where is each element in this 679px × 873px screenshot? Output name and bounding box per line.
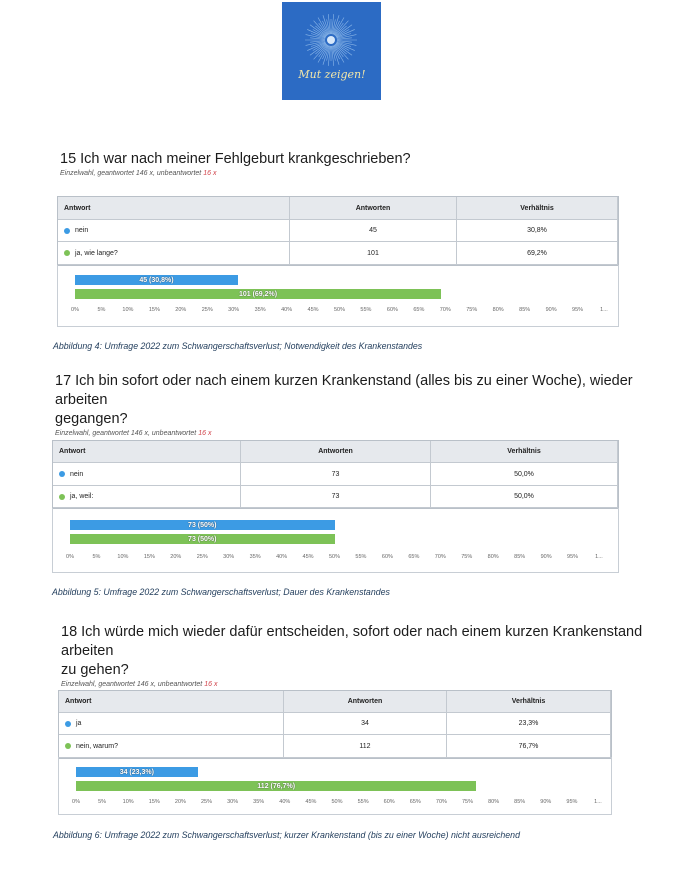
table-row-ratio: 30,8% [457,220,618,242]
col-header-ratio: Verhältnis [431,441,618,463]
question-title-cont: zu gehen? [61,662,129,678]
green-dot-icon [59,494,65,500]
tick-label: 85% [514,554,526,560]
tick-label: 40% [276,554,288,560]
bar-series-1: 34 (23,3%) [76,767,198,777]
tick-label: 25% [196,554,208,560]
table-row-count: 45 [290,220,457,242]
tick-label: 0% [66,554,74,560]
bar-series-1: 45 (30,8%) [75,275,238,285]
bar-series-2: 73 (50%) [70,534,335,544]
blue-dot-icon [64,228,70,234]
tick-label: 20% [170,554,182,560]
tick-label: 5% [97,307,106,313]
tick-label: 1... [595,554,603,560]
table-row-ratio: 50,0% [431,486,618,508]
col-header-ratio: Verhältnis [457,197,618,220]
tick-label: 50% [331,799,343,805]
logo-ray [310,44,326,56]
tick-label: 45% [302,554,314,560]
logo-text: Mut zeigen! [298,68,366,81]
tick-label: 15% [143,554,155,560]
logo-ray [336,25,352,37]
table-row-ratio: 76,7% [447,735,611,758]
tick-label: 10% [122,307,134,313]
tick-label: 55% [360,307,372,313]
green-dot-icon [65,743,71,749]
table-row-answer: nein [58,220,290,242]
tick-label: 5% [98,799,107,805]
tick-label: 90% [540,799,552,805]
tick-label: 60% [383,799,395,805]
col-header-ratio: Verhältnis [447,691,611,713]
tick-label: 60% [386,307,398,313]
question-18 [61,623,679,688]
logo-ray [310,25,326,37]
tick-label: 35% [253,799,265,805]
tick-label: 25% [201,307,213,313]
tick-label: 5% [92,554,101,560]
question-meta: Einzelwahl, geantwortet 146 x, unbeantwortet 16 x [55,430,212,437]
tick-label: 70% [434,554,446,560]
question-title-cont: gegangen? [55,411,128,427]
tick-label: 80% [488,799,500,805]
tick-label: 90% [540,554,552,560]
results-table [52,440,619,509]
tick-label: 80% [492,307,504,313]
tick-label: 25% [200,799,213,805]
tick-label: 40% [281,307,293,313]
tick-label: 55% [355,554,367,560]
bar-chart [58,757,612,815]
table-row-count: 73 [241,463,431,486]
table-row-answer: nein, warum? [59,735,284,758]
tick-label: 0% [71,307,79,313]
figure-caption: Abbildung 4: Umfrage 2022 zum Schwangerschaftsverlust; Notwendigkeit des Krankenstandes [53,341,423,351]
green-dot-icon [64,250,70,256]
tick-label: 35% [249,554,261,560]
tick-label: 15% [148,307,160,313]
table-row-ratio: 50,0% [431,463,618,486]
table-row-count: 101 [290,242,457,265]
tick-label: 95% [566,799,578,805]
col-header-responses: Antworten [290,197,457,220]
col-header-responses: Antworten [284,691,447,713]
question-meta: Einzelwahl, geantwortet 146 x, unbeantwortet 16 x [61,681,218,688]
col-header-answer: Antwort [53,441,241,463]
tick-label: 30% [228,307,240,313]
question-15 [60,150,411,177]
results-table [58,690,612,759]
table-row-answer: ja, weil: [53,486,241,508]
tick-label: 90% [545,307,557,313]
tick-label: 50% [333,307,346,313]
tick-label: 70% [435,799,447,805]
table-row-ratio: 69,2% [457,242,618,265]
tick-label: 50% [328,554,341,560]
tick-label: 45% [305,799,317,805]
question-title: 18 Ich würde mich wieder dafür entscheiden, sofort oder nach einem kurzen Krankenstand arbeiten [61,624,643,659]
tick-label: 1... [594,799,602,805]
tick-label: 85% [519,307,531,313]
col-header-responses: Antworten [241,441,431,463]
tick-label: 20% [175,307,187,313]
tick-label: 95% [572,307,584,313]
table-row-ratio: 23,3% [447,713,611,735]
tick-label: 85% [514,799,526,805]
tick-label: 1... [600,307,608,313]
tick-label: 40% [279,799,291,805]
bar-chart [57,265,619,327]
tick-label: 65% [413,307,425,313]
logo-ray [336,44,352,56]
tick-label: 0% [72,799,80,805]
table-row-answer: ja, wie lange? [58,242,290,265]
bar-series-2: 112 (76,7%) [76,781,476,791]
sunburst-icon [282,2,381,100]
tick-label: 10% [117,554,129,560]
table-row-answer: ja [59,713,284,735]
bar-series-1: 73 (50%) [70,520,335,530]
mut-zeigen-logo [282,2,381,100]
results-table [57,196,619,266]
question-meta: Einzelwahl, geantwortet 146 x, unbeantwortet 16 x [60,170,217,177]
bar-chart [52,508,619,573]
blue-dot-icon [59,471,65,477]
tick-label: 60% [381,554,393,560]
tick-label: 75% [461,554,473,560]
question-17 [55,372,679,437]
tick-label: 65% [409,799,421,805]
col-header-answer: Antwort [59,691,284,713]
tick-label: 45% [307,307,319,313]
table-row-count: 34 [284,713,447,735]
tick-label: 75% [466,307,478,313]
tick-label: 80% [487,554,499,560]
tick-label: 70% [439,307,451,313]
col-header-answer: Antwort [58,197,290,220]
blue-dot-icon [65,721,71,727]
table-row-count: 112 [284,735,447,758]
figure-caption: Abbildung 6: Umfrage 2022 zum Schwangerschaftsverlust; kurzer Krankenstand (bis zu einer Woche) nicht ausreichend [53,830,520,840]
question-title: 17 Ich bin sofort oder nach einem kurzen Krankenstand (alles bis zu einer Woche), wieder arbeiten [55,373,633,408]
tick-label: 30% [227,799,239,805]
tick-label: 30% [223,554,235,560]
table-row-answer: nein [53,463,241,486]
bar-series-2: 101 (69,2%) [75,289,441,299]
tick-label: 65% [408,554,420,560]
question-title: 15 Ich war nach meiner Fehlgeburt krankgeschrieben? [60,151,411,167]
tick-label: 55% [357,799,369,805]
tick-label: 75% [461,799,474,805]
tick-label: 35% [254,307,266,313]
figure-caption: Abbildung 5: Umfrage 2022 zum Schwangerschaftsverlust; Dauer des Krankenstandes [52,587,390,597]
table-row-count: 73 [241,486,431,508]
tick-label: 95% [567,554,579,560]
tick-label: 15% [148,799,160,805]
tick-label: 20% [174,799,186,805]
tick-label: 10% [122,799,134,805]
